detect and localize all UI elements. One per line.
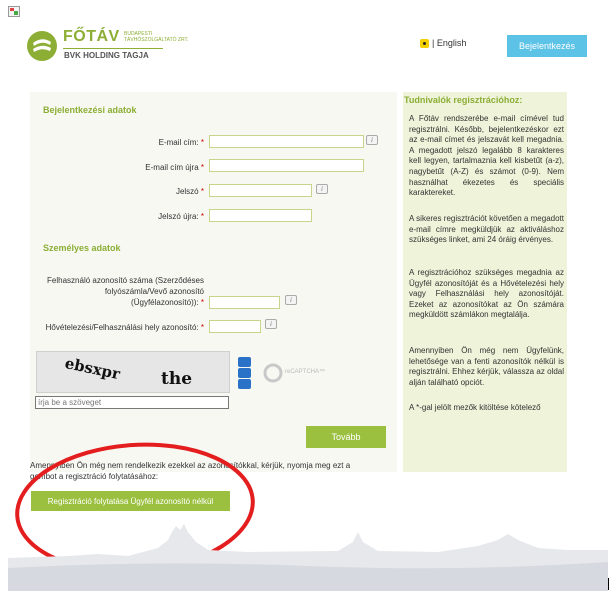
info-paragraph-4: Amennyiben Ön még nem Ügyfelünk, lehetősége van a fenti azonosítók nélkül is regisztrálni. Ehhez kérjük, válassza az oldal alján található opciót. bbox=[409, 346, 564, 387]
brand-tagline: BVK HOLDING TAGJA bbox=[64, 51, 149, 60]
email-again-input[interactable] bbox=[209, 159, 364, 172]
site-id-info-icon[interactable]: i bbox=[265, 319, 277, 329]
captcha-help-icon[interactable] bbox=[238, 379, 251, 389]
password-again-label: Jelszó újra: * bbox=[158, 212, 204, 221]
email-input[interactable] bbox=[209, 135, 364, 148]
budapest-skyline-footer bbox=[8, 510, 608, 591]
brand-name: FŐTÁV bbox=[63, 28, 120, 45]
language-switch[interactable] bbox=[420, 38, 466, 48]
site-id-input[interactable] bbox=[209, 320, 261, 333]
logo-divider bbox=[63, 48, 163, 49]
text-cursor bbox=[608, 578, 609, 590]
info-paragraph-1: A Főtáv rendszerébe e-mail címével tud regisztrálni. Később, bejelentkezéskor ezt az e-mail címet és jelszavát kell megadnia. A megadott jelszó legalább 8 karakteres kell legyen, tartalmaznia kell kisbetűt (a-z), nagybetűt (A-Z) és számot (0-9). Nem használhat ékezetes és speciális karaktereket. bbox=[409, 114, 564, 198]
customer-id-input[interactable] bbox=[209, 296, 280, 309]
language-label: | English bbox=[432, 38, 467, 48]
brand-sub-1: BUDAPESTI bbox=[124, 31, 153, 37]
password-info-icon[interactable]: i bbox=[316, 184, 328, 194]
email-info-icon[interactable]: i bbox=[366, 135, 378, 145]
customer-id-info-icon[interactable]: i bbox=[285, 295, 297, 305]
next-button[interactable]: Tovább bbox=[306, 426, 386, 448]
customer-id-label: Felhasználó azonosító száma (Szerződéses folyószámla/Vevő azonosító (Ügyfélazonosító)): * bbox=[47, 276, 204, 307]
recaptcha-arrow-icon bbox=[262, 362, 284, 384]
captcha-image bbox=[36, 351, 230, 393]
captcha-reload-icon[interactable] bbox=[238, 357, 251, 367]
login-button[interactable]: Bejelentkezés bbox=[507, 35, 587, 57]
recaptcha-brand: reCAPTCHA™ bbox=[285, 369, 326, 375]
email-again-label: E-mail cím újra * bbox=[145, 163, 204, 172]
register-without-id-button[interactable]: Regisztráció folytatása Ügyfél azonosító nélkül bbox=[31, 491, 230, 511]
site-id-label: Hővételezési/Felhasználási hely azonosító: * bbox=[45, 323, 204, 332]
personal-section-title: Személyes adatok bbox=[43, 243, 121, 253]
info-panel-title: Tudnivalók regisztrációhoz: bbox=[404, 95, 523, 105]
password-again-input[interactable] bbox=[209, 209, 312, 222]
info-paragraph-3: A regisztrációhoz szükséges megadnia az Ügyfél azonosítóját és a Hővételezési hely vagy Felhasználási hely azonosítóját. Ezeket az azonosítókat az Ön számára megküldött számlákon megtalálja. bbox=[409, 268, 564, 320]
captcha-word-2: the bbox=[161, 369, 193, 389]
broken-image-icon bbox=[8, 6, 20, 17]
email-label: E-mail cím: * bbox=[158, 138, 204, 147]
info-paragraph-5: A *-gal jelölt mezők kitöltése kötelező bbox=[409, 403, 541, 412]
no-id-notice: Amennyiben Ön még nem rendelkezik ezekkel az azonosítókkal, kérjük, nyomja meg ezt a gombot a regisztráció folytatásához: bbox=[30, 461, 351, 481]
password-input[interactable] bbox=[209, 184, 312, 197]
captcha-text-input[interactable]: írja be a szöveget bbox=[35, 396, 229, 409]
brand-sub-2: TÁVHŐSZOLGÁLTATÓ ZRT. bbox=[124, 37, 189, 43]
password-label: Jelszó * bbox=[175, 187, 204, 196]
login-section-title: Bejelentkezési adatok bbox=[43, 105, 137, 115]
fotav-logo[interactable] bbox=[26, 28, 201, 66]
captcha-word-1: ebsxpr bbox=[63, 354, 122, 384]
recaptcha-logo bbox=[262, 362, 326, 384]
info-paragraph-2: A sikeres regisztrációt követően a megadott e-mail címre megküldjük az aktiváláshoz szükséges linket, ami 24 óráig érvényes. bbox=[409, 214, 564, 245]
flag-icon bbox=[420, 39, 429, 48]
fotav-logo-icon bbox=[26, 30, 58, 62]
captcha-audio-icon[interactable] bbox=[238, 368, 251, 378]
